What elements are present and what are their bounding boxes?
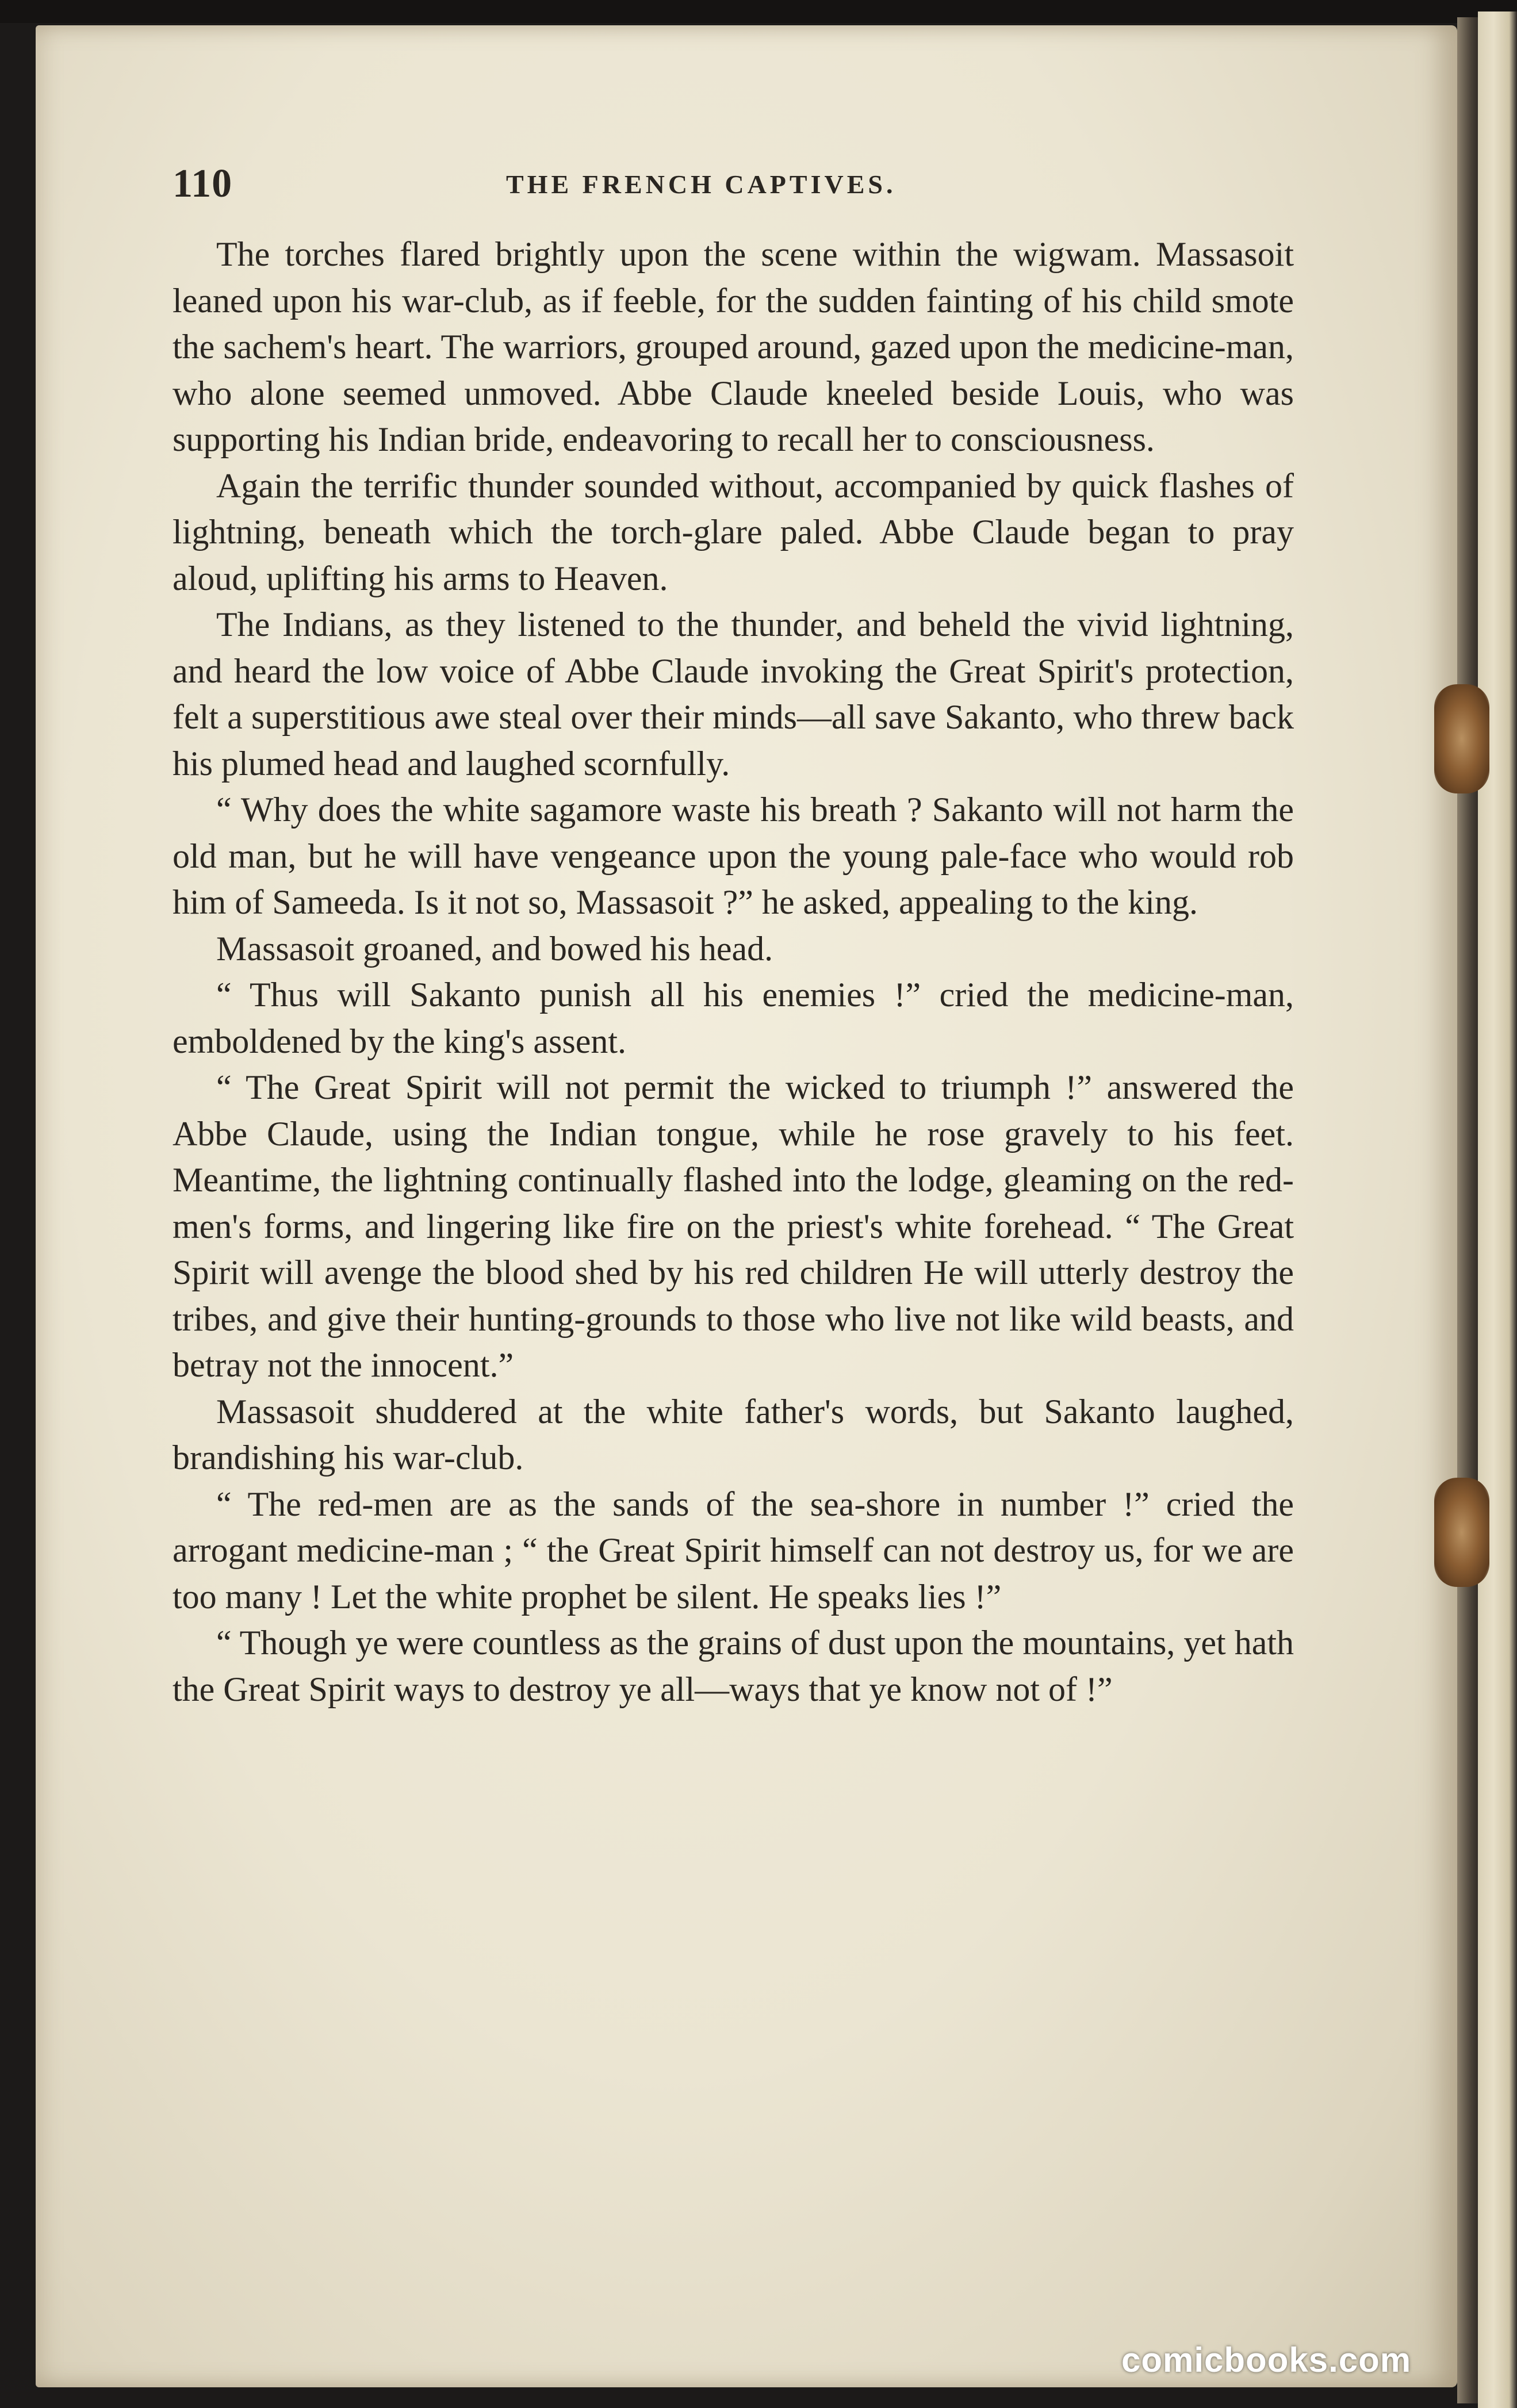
staple-top bbox=[1434, 684, 1489, 793]
paragraph: “ Thus will Sakanto punish all his enemies !” cried the medicine-man, emboldened by the king's assent. bbox=[173, 976, 1294, 1060]
watermark: comicbooks.com bbox=[1121, 2341, 1412, 2379]
running-head: THE FRENCH CAPTIVES. bbox=[506, 170, 897, 199]
page-content bbox=[173, 155, 1294, 1708]
facing-page-edge bbox=[1478, 11, 1517, 2408]
paragraph: The torches flared brightly upon the scene within the wigwam. Massasoit leaned upon his war-club, as if feeble, for the sudden fainting of his child smote the sachem's heart. The warriors, grouped around, gazed upon the medicine-man, who alone seemed unmoved. Abbe Claude kneeled beside Louis, who was supporting his Indian bride, endeavoring to recall her to consciousness. bbox=[173, 235, 1294, 458]
paragraph: “ The Great Spirit will not permit the wicked to triumph !” answered the Abbe Claude, using the Indian tongue, while he rose gravely to his feet. Meantime, the lightning continually flashed into the lodge, gleaming on the red-men's forms, and lingering like fire on the priest's white forehead. “ The Great Spirit will avenge the blood shed by his red children He will utterly destroy the tribes, and give their hunting-grounds to those who live not like wild beasts, and betray not the innocent.” bbox=[173, 1068, 1294, 1384]
paragraph: Again the terrific thunder sounded without, accompanied by quick flashes of lightning, beneath which the torch-glare paled. Abbe Claude began to pray aloud, uplifting his arms to Heaven. bbox=[173, 466, 1294, 597]
staple-bottom bbox=[1434, 1478, 1489, 1587]
paragraph: Massasoit shuddered at the white father's words, but Sakanto laughed, brandishing his war-club. bbox=[173, 1392, 1294, 1477]
body-text bbox=[173, 231, 1294, 1712]
book-gutter bbox=[1457, 17, 1480, 2403]
paragraph: “ The red-men are as the sands of the sea-shore in number !” cried the arrogant medicine-man ; “ the Great Spirit himself can not destroy us, for we are too many ! Let the white prophet be silent. He speaks lies !” bbox=[173, 1485, 1294, 1616]
paragraph: “ Why does the white sagamore waste his breath ? Sakanto will not harm the old man, but he will have vengeance upon the young pale-face who would rob him of Sameeda. Is it not so, Massasoit ?” he asked, appealing to the king. bbox=[173, 791, 1294, 921]
paragraph: Massasoit groaned, and bowed his head. bbox=[216, 929, 773, 968]
paragraph: The Indians, as they listened to the thunder, and beheld the vivid lightning, and heard the low voice of Abbe Claude invoking the Great Spirit's protection, felt a superstitious awe steal over their minds—all save Sakanto, who threw back his plumed head and laughed scornfully. bbox=[173, 605, 1294, 783]
scan-top-edge bbox=[0, 0, 1517, 23]
page-number: 110 bbox=[173, 162, 233, 206]
page-header bbox=[173, 155, 1294, 224]
paragraph: “ Though ye were countless as the grains of dust upon the mountains, yet hath the Great Spirit ways to destroy ye all—ways that ye know not of !” bbox=[173, 1624, 1294, 1708]
